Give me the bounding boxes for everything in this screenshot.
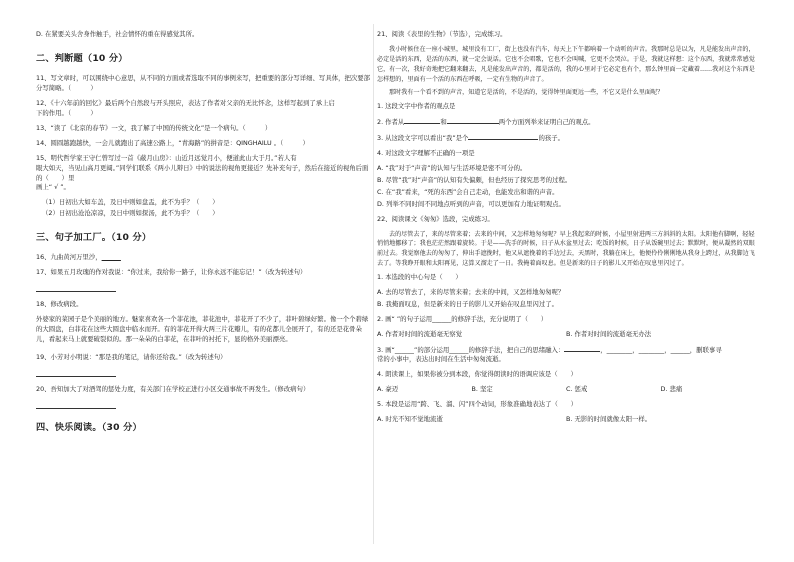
- reading-q3-a: 3. 从这段文字可以看出“我”是个: [377, 134, 469, 143]
- question-17: 17、如果五月玫瑰的作对我说：“你过来，我给你一路子，让你永远不能忘记！”（改为转述句）: [36, 268, 307, 277]
- question-15-item-1: （1）日初出大如车盖，及日中则如盘盂，此不为乎？（ ）: [42, 198, 219, 207]
- question-12: 12、《十六年前的回忆》最后两个自然段与开头照应，表达了作者对父亲的无比怀念，这样写起到了承上启: [36, 99, 335, 108]
- question-15-cont: 眼大如天，当见山高月更阔。”同学们联系《两小儿辩日》中的说法的视角更接近？先补充句子，然后在接近的视角后面的（ ）里: [36, 163, 369, 182]
- question-16-blank: ______: [101, 253, 121, 262]
- question-13: 13、“读了《北京的春节》一文，我了解了中国的传统文化”是一个病句。（ ）: [36, 123, 272, 132]
- reading-q2-b: 和: [440, 118, 447, 127]
- reading-q3-b: 的孩子。: [538, 134, 564, 143]
- passage2-q5: 5. 本段是运用“跨、飞、溜、闪”四个动词，形象准确地表达了（ ）: [377, 400, 578, 409]
- passage2-q2-options: [377, 330, 755, 340]
- reading-q2-blank-1: [404, 117, 440, 124]
- passage2-q4-option-b: B. 坚定: [471, 385, 493, 394]
- passage2-q4-option-c: C. 惩戒: [566, 385, 588, 394]
- passage2-q2: 2. 画“ ”的句子运用______的修辞手法，充分说明了（ ）: [377, 314, 548, 323]
- answer-line-20: [36, 400, 116, 409]
- passage2-q1-option-a: A. 去的尽管去了，来的尽管来着；去来的中间，又怎样地匆匆呢？: [377, 287, 565, 296]
- reading-q1: 1. 这段文字中作者的观点是: [377, 102, 456, 111]
- question-22-title: 22、阅读课文《匆匆》选段，完成练习。: [377, 214, 494, 223]
- right-column: [377, 30, 755, 430]
- passage2-q2-option-b: B. 作者对时间的流逝毫无办法: [566, 329, 652, 338]
- passage2-q1: 1. 本选段的中心句是（ ）: [377, 272, 462, 281]
- question-15-instruction: 画上“ √ ”。: [36, 183, 70, 192]
- reading-q4-option-d: D. 列举不同时间不同地点听到的声音，可以更加有力地证明观点。: [377, 199, 565, 208]
- passage2-q5-option-a: A. 时光不知不觉地流逝: [377, 415, 443, 424]
- section-sentence-title: 三、句子加工厂。（10 分）: [36, 232, 152, 244]
- question-15-item-2: （2）日初出沧沧凉凉，及日中则如探汤，此不为乎？（ ）: [42, 209, 219, 218]
- passage2-q5-options: [377, 415, 755, 425]
- passage2-q4-options: [377, 385, 755, 395]
- reading-q4: 4. 对这段文字理解不正确的一项是: [377, 148, 475, 157]
- reading-q3: [377, 133, 755, 144]
- passage2-q4-option-d: D. 悲痛: [660, 385, 683, 394]
- question-20: 20、吾知加大了对酒驾的惩处力度，有关部门在学校正进行小区交通事故不再发生。（修改病句）: [36, 384, 310, 393]
- passage2-q3-blank: [564, 345, 600, 352]
- question-18: 18、修改病段。: [36, 300, 83, 309]
- passage2-q1-option-b: B. 我掩面叹息，但是新来的日子的影儿又开始在叹息里闪过了。: [377, 299, 558, 308]
- answer-line-19: [36, 368, 116, 377]
- reading-q2-a: 2. 作者从: [377, 118, 405, 127]
- reading-q4-option-c: C. 在“我”看来，“死的东西”会自己走动，也能发出和谐的声音。: [377, 187, 559, 196]
- passage-2: 去的尽管去了，来的尽管来着；去来的中间，又怎样地匆匆呢？早上我起来的时候，小屋里射进两三方斜斜的太阳。太阳他有脚啊，轻轻悄悄地挪移了；我也茫茫然跟着旋转。于是——洗手的时候，日子从水盆里过去；吃饭的时候，日子从饭碗里过去；默默时，便从凝然的双眼前过去。我觉察他去的匆匆了，伸出手遮挽时，他又从遮挽着的手边过去，天黑时，我躺在床上，他便伶伶俐俐地从我身上跨过，从我脚边飞去了。等我睁开眼和太阳再见，这算又溜走了一日。我掩着面叹息。但是新来的日子的影儿又开始在叹息里闪过了。: [377, 230, 755, 268]
- column-divider: [373, 24, 374, 544]
- question-21-title: 21、阅读《表里的生物》（节选），完成练习。: [377, 30, 507, 38]
- passage-1: 我小时候住在一座小城里，城里没有工厂，街上也没有汽车，每天上下午都响着一个动听的声音。我那时总是以为，凡是能发出声音的，必定是活的东西，是活的东西，就一定会说话。它也不会唱歌，它也不会叫喊，它更不会哭泣。于是，我就这样想：这个东西，我就常常感觉它，有一次，我好奇地把它翻来翻去，凡是能发出声音的，都是活的，我的心里对于它必定也有个，那么钟里面一定藏着……我对这个东西是怎样想的，里面有一个活的东西在呼吸，一定有生物的声音了。: [377, 45, 755, 83]
- left-column: [36, 30, 371, 443]
- reading-q3-blank: [468, 133, 538, 140]
- reading-q4-option-a: A. “我”对于“声音”的认知与生活环境是密不可分的。: [377, 163, 527, 172]
- question-11: 11、写文章时，可以围绕中心意思，从不同的方面或者选取不同的事例来写，把重要的部分写详细、写具体，把次要部分写简略。（ ）: [36, 74, 371, 93]
- question-16: [36, 253, 371, 263]
- passage-1-end: 那时我有一个看不到的声音，知道它是活的，不是活的，觉得钟里面更远一些，不它又是什么里面呢？: [389, 89, 664, 97]
- question-15: 15、明代哲学家王守仁曾写过一首《蔽月山房》：山近月远觉月小，便道此山大于月。”若人有: [36, 153, 297, 162]
- question-16-text: 16、九曲黄河万里沙，: [36, 253, 102, 262]
- passage2-q3-a: 3. 画“______”的部分运用______的修辞手法，把自己的思绪融入：: [377, 345, 565, 354]
- passage2-q4-option-a: A. 豪迈: [377, 385, 399, 394]
- reading-q2-c: 两个方面列举来证明自己的观点。: [498, 118, 595, 127]
- passage2-q2-option-a: A. 作者对时间的流逝毫无察觉: [377, 329, 463, 338]
- question-19: 19、小芳对小明说：“那是我的笔记，请你还给我。”（改为转述句）: [36, 353, 227, 362]
- passage2-q5-option-b: B. 无影的时间就像太阳一样。: [566, 415, 652, 424]
- section-judgement-title: 二、判断题（10 分）: [36, 52, 128, 64]
- reading-q2: [377, 117, 755, 128]
- question-14: 14、圆圆越跑越快，一会儿就跑出了高速公路上，“青海路”的拼音是：QINGHAILU 。（ ）: [36, 138, 309, 147]
- reading-q2-blank-2: [447, 117, 499, 124]
- passage2-q3-cont: 常的小事中，表达出时间在生活中匆匆流逝。: [377, 355, 505, 364]
- answer-line-17: [36, 283, 116, 292]
- passage2-q3: [377, 345, 755, 356]
- question-12-cont: 下的作用。（ ）: [36, 108, 97, 117]
- section-reading-title: 四、快乐阅读。（30 分）: [36, 421, 142, 433]
- passage2-q3-b: ，________，________，______，删联事寻: [600, 345, 722, 354]
- question-18-paragraph: 外婆家的菜园子是个美丽的地方。魅家喜欢各一个菲花池，菲花池中，菲花开了不少了，菲叶碧绿好繁。像一个个碧绿的大圆盘，白菲花在这些大圆盘中临水而开。有的菲花开得大两三片花瓣儿，有的花都儿全展开了，有的还是花骨朵儿，看起来马上就要破裂似的。那一朵朵的白菲花，在菲叶的衬托下，显的格外美丽漂亮。: [36, 315, 369, 344]
- passage2-q4: 4. 朗读课上，如果你被分到本段，你觉得朗读时的语调应该是（ ）: [377, 370, 577, 379]
- reading-q4-option-b: B. 尽管“我”对“声音”的认知有失偏颇，但也经历了探究思考的过程。: [377, 175, 572, 184]
- question-d-option: D. 在紧要关头舍身作触手，社会情怀的重在得感觉其所。: [36, 30, 199, 38]
